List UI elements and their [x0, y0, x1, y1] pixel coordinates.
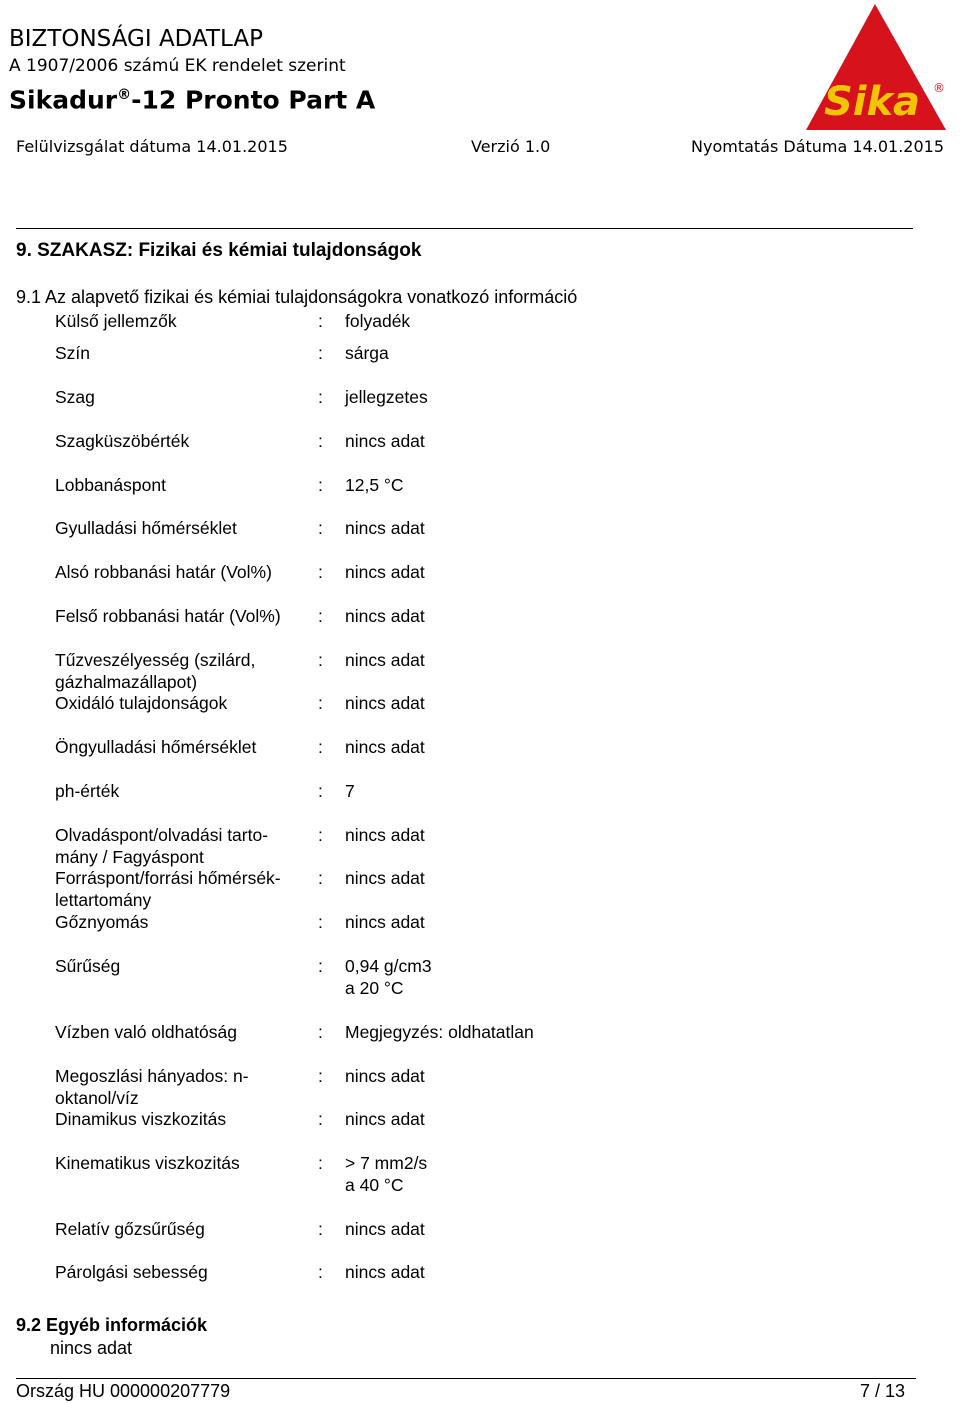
- property-separator: :: [318, 912, 323, 932]
- other-info-title: 9.2 Egyéb információk: [16, 1315, 208, 1335]
- property-label: Megoszlási hányados: n- oktanol/víz: [55, 1066, 249, 1108]
- property-value: 7: [345, 781, 355, 801]
- registered-mark: ®: [117, 87, 132, 103]
- property-label: Szagküszöbérték: [55, 431, 190, 451]
- property-value: 12,5 °C: [345, 475, 404, 495]
- property-separator: :: [318, 1153, 323, 1173]
- property-value: nincs adat: [345, 1066, 425, 1086]
- property-label: Alsó robbanási határ (Vol%): [55, 562, 272, 582]
- regulation-text: A 1907/2006 számú EK rendelet szerint: [9, 56, 346, 76]
- property-value: nincs adat: [345, 693, 425, 713]
- property-separator: :: [318, 781, 323, 801]
- footer-divider: [16, 1378, 916, 1379]
- property-separator: :: [318, 1022, 323, 1042]
- property-label: ph-érték: [55, 781, 120, 801]
- revision-date: Felülvizsgálat dátuma 14.01.2015: [16, 137, 288, 156]
- property-separator: :: [318, 1219, 323, 1239]
- property-separator: :: [318, 343, 323, 363]
- footer-country: Ország HU 000000207779: [16, 1381, 231, 1401]
- header-divider: [16, 228, 913, 229]
- version: Verzió 1.0: [471, 137, 551, 156]
- document-title: BIZTONSÁGI ADATLAP: [9, 26, 263, 52]
- property-separator: :: [318, 387, 323, 407]
- property-separator: :: [318, 868, 323, 888]
- property-separator: :: [318, 825, 323, 845]
- property-separator: :: [318, 562, 323, 582]
- property-separator: :: [318, 956, 323, 976]
- property-value: nincs adat: [345, 1109, 425, 1129]
- property-separator: :: [318, 1262, 323, 1282]
- property-label: Párolgási sebesség: [55, 1262, 208, 1282]
- property-label: Kinematikus viszkozitás: [55, 1153, 240, 1173]
- logo-registered-mark: ®: [933, 81, 945, 95]
- property-value: nincs adat: [345, 606, 425, 626]
- property-value: nincs adat: [345, 1262, 425, 1282]
- property-separator: :: [318, 693, 323, 713]
- product-name: [9, 78, 375, 117]
- property-value: nincs adat: [345, 650, 425, 670]
- property-separator: :: [318, 737, 323, 757]
- property-label: Gyulladási hőmérséklet: [55, 518, 237, 538]
- property-value: nincs adat: [345, 1219, 425, 1239]
- property-label: Forráspont/forrási hőmérsék- lettartomány: [55, 868, 281, 910]
- property-label: Gőznyomás: [55, 912, 149, 932]
- sika-logo: [800, 2, 950, 134]
- property-label: Felső robbanási határ (Vol%): [55, 606, 281, 626]
- document-header: [9, 24, 375, 117]
- property-separator: :: [318, 650, 323, 670]
- property-value: nincs adat: [345, 518, 425, 538]
- property-separator: :: [318, 475, 323, 495]
- property-separator: :: [318, 311, 323, 331]
- property-value: nincs adat: [345, 562, 425, 582]
- property-label: Szín: [55, 343, 91, 363]
- property-label: Dinamikus viszkozitás: [55, 1109, 227, 1129]
- property-value: Megjegyzés: oldhatatlan: [345, 1022, 534, 1042]
- property-value: folyadék: [345, 311, 411, 331]
- property-value: 0,94 g/cm3 a 20 °C: [345, 956, 432, 998]
- property-label: Oxidáló tulajdonságok: [55, 693, 228, 713]
- property-separator: :: [318, 1066, 323, 1086]
- property-separator: :: [318, 518, 323, 538]
- property-value: nincs adat: [345, 912, 425, 932]
- property-label: Vízben való oldhatóság: [55, 1022, 237, 1042]
- property-value: nincs adat: [345, 825, 425, 845]
- print-date: Nyomtatás Dátuma 14.01.2015: [691, 137, 945, 156]
- other-info-text: nincs adat: [50, 1338, 133, 1358]
- subsection-title: 9.1 Az alapvető fizikai és kémiai tulajdonságokra vonatkozó információ: [16, 287, 578, 307]
- logo-text: Sika: [823, 79, 921, 125]
- property-value: jellegzetes: [345, 387, 428, 407]
- property-label: Szag: [55, 387, 95, 407]
- property-label: Olvadáspont/olvadási tarto- mány / Fagyáspont: [55, 825, 269, 867]
- property-label: Külső jellemzők: [55, 311, 177, 331]
- property-separator: :: [318, 606, 323, 626]
- footer-page-number: 7 / 13: [859, 1381, 905, 1401]
- property-separator: :: [318, 1109, 323, 1129]
- property-value: sárga: [345, 343, 389, 363]
- property-label: Tűzveszélyesség (szilárd, gázhalmazállapot): [55, 650, 256, 692]
- property-value: > 7 mm2/s a 40 °C: [345, 1153, 428, 1195]
- product-name-text: Sikadur: [9, 85, 118, 115]
- property-separator: :: [318, 431, 323, 451]
- property-label: Öngyulladási hőmérséklet: [55, 737, 257, 757]
- property-value: nincs adat: [345, 868, 425, 888]
- property-value: nincs adat: [345, 737, 425, 757]
- property-label: Lobbanáspont: [55, 475, 166, 495]
- property-label: Sűrűség: [55, 956, 121, 976]
- property-value: nincs adat: [345, 431, 425, 451]
- product-name-suffix: -12 Pronto Part A: [131, 85, 376, 115]
- property-label: Relatív gőzsűrűség: [55, 1219, 205, 1239]
- section-title: 9. SZAKASZ: Fizikai és kémiai tulajdonságok: [16, 240, 422, 261]
